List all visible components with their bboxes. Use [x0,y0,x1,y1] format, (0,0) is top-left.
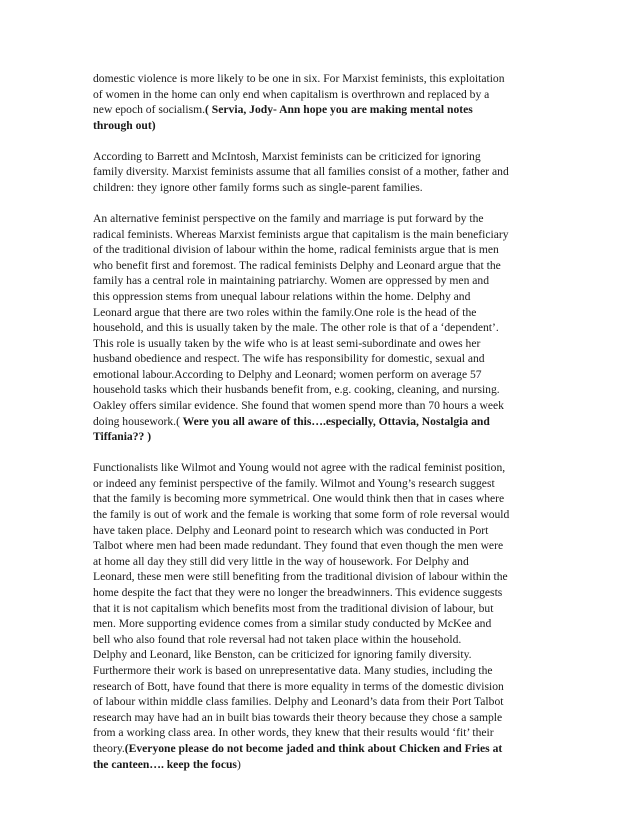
line-text: children: they ignore other family forms such as single-parent families. [93,180,423,194]
line-text: ) [236,757,241,771]
line-text: Leonard, these men were still benefiting from the traditional division of labour within the [93,570,508,584]
text-line [93,87,548,103]
text-line [93,351,548,367]
line-comment: Were you all aware of this….especially, Ottavia, Nostalgia and [179,414,490,428]
text-line [93,242,548,258]
line-text: research of Bott, have found that there is more equality in terms of the domestic division [93,679,504,693]
text-line [93,569,548,585]
line-text: have taken place. Delphy and Leonard point to research which was conducted in Port [93,523,489,537]
line-text: of women in the home can only end when capitalism is overthrown and replaced by a [93,87,490,101]
paragraph [93,211,548,445]
line-text: domestic violence is more likely to be one in six. For Marxist feminists, this exploitation [93,72,505,85]
text-line [93,741,548,757]
line-text: home despite the fact that they were no longer the breadwinners. This evidence suggests [93,585,503,599]
line-text: Talbot where men had been made redundant. They found that even though the men were [93,539,504,553]
paragraph [93,71,548,133]
text-line [93,382,548,398]
text-line [93,118,548,134]
text-line [93,273,548,289]
line-comment: (Everyone please do not become jaded and think about Chicken and Fries at [124,741,503,755]
line-comment: through out) [93,118,156,132]
line-text: Leonard argue that there are two roles within the family.One role is the head of the [93,305,477,319]
line-text: Furthermore their work is based on unrepresentative data. Many studies, including the [93,663,493,677]
line-comment: ( Servia, Jody- Ann hope you are making mental notes [205,103,473,117]
document-page [93,71,548,772]
text-line [93,180,548,196]
line-text: Functionalists like Wilmot and Young would not agree with the radical feminist position, [93,461,506,475]
text-line [93,460,548,476]
line-text: Delphy and Leonard, like Benston, can be criticized for ignoring family diversity. [93,648,472,662]
paragraph [93,460,548,772]
line-text: emotional labour.According to Delphy and Leonard; women perform on average 57 [93,367,482,381]
text-line [93,414,548,430]
line-text: or indeed any feminist perspective of the family. Wilmot and Young’s research suggest [93,476,495,490]
line-text: According to Barrett and McIntosh, Marxist feminists can be criticized for ignoring [93,149,481,163]
line-text: new epoch of socialism. [93,103,206,117]
line-text: of the traditional division of labour within the home, radical feminists argue that is men [93,243,499,257]
text-line [93,538,548,554]
text-line [93,679,548,695]
line-text: radical feminists. Whereas Marxist feminists argue that capitalism is the main beneficiary [93,227,509,241]
text-line [93,491,548,507]
line-text: family has a central role in maintaining patriarchy. Women are oppressed by men and [93,274,490,288]
line-text: research may have had an in built bias towards their theory because they chose a sample [93,710,503,724]
line-comment: Tiffania?? ) [93,430,152,444]
text-line [93,258,548,274]
line-text: that the family is becoming more symmetrical. One would think then that in cases where [93,492,505,506]
line-text: the family is out of work and the female is working that some form of role reversal would [93,508,510,522]
line-text: at home all day they still did very little in the way of housework. For Delphy and [93,554,469,568]
text-line [93,523,548,539]
text-line [93,663,548,679]
text-line [93,554,548,570]
text-line [93,757,548,773]
line-comment: the canteen…. keep the focus [93,757,237,771]
text-line [93,585,548,601]
text-line [93,429,548,445]
line-text: household, and this is usually taken by the male. The other role is that of a ‘dependent’. [93,321,499,335]
line-text: that it is not capitalism which benefits most from the traditional division of labour, but [93,601,494,615]
line-text: from a working class area. In other words, they knew that their results would ‘fit’ their [93,726,494,740]
text-line [93,320,548,336]
text-line [93,632,548,648]
line-text: doing housework.( [93,414,180,428]
line-text: this oppression stems from unequal labour relations within the home. Delphy and [93,289,471,303]
line-text: bell who also found that role reversal had not taken place within the household. [93,632,462,646]
text-line [93,211,548,227]
text-line [93,710,548,726]
text-line [93,289,548,305]
line-text: This role is usually taken by the wife who is at least semi-subordinate and owes her [93,336,481,350]
text-line [93,616,548,632]
text-line [93,694,548,710]
text-line [93,336,548,352]
line-text: who benefit first and foremost. The radical feminists Delphy and Leonard argue that the [93,258,501,272]
line-text: family diversity. Marxist feminists assume that all families consist of a mother, father and [93,165,509,179]
text-line [93,398,548,414]
text-line [93,149,548,165]
text-line [93,305,548,321]
text-line [93,367,548,383]
text-line [93,601,548,617]
text-line [93,725,548,741]
text-line [93,227,548,243]
text-line [93,164,548,180]
text-line [93,647,548,663]
line-text: household tasks which their husbands benefit from, e.g. cooking, cleaning, and nursing. [93,383,500,397]
line-text: theory. [93,741,125,755]
text-line [93,102,548,118]
paragraph [93,149,548,196]
line-text: men. More supporting evidence comes from a similar study conducted by McKee and [93,617,492,631]
line-text: Oakley offers similar evidence. She found that women spend more than 70 hours a week [93,399,504,413]
line-text: husband obedience and respect. The wife has responsibility for domestic, sexual and [93,352,485,366]
text-line [93,507,548,523]
line-text: of labour within middle class families. Delphy and Leonard’s data from their Port Talbot [93,695,504,709]
text-line [93,476,548,492]
text-line [93,71,548,87]
line-text: An alternative feminist perspective on the family and marriage is put forward by the [93,211,484,225]
